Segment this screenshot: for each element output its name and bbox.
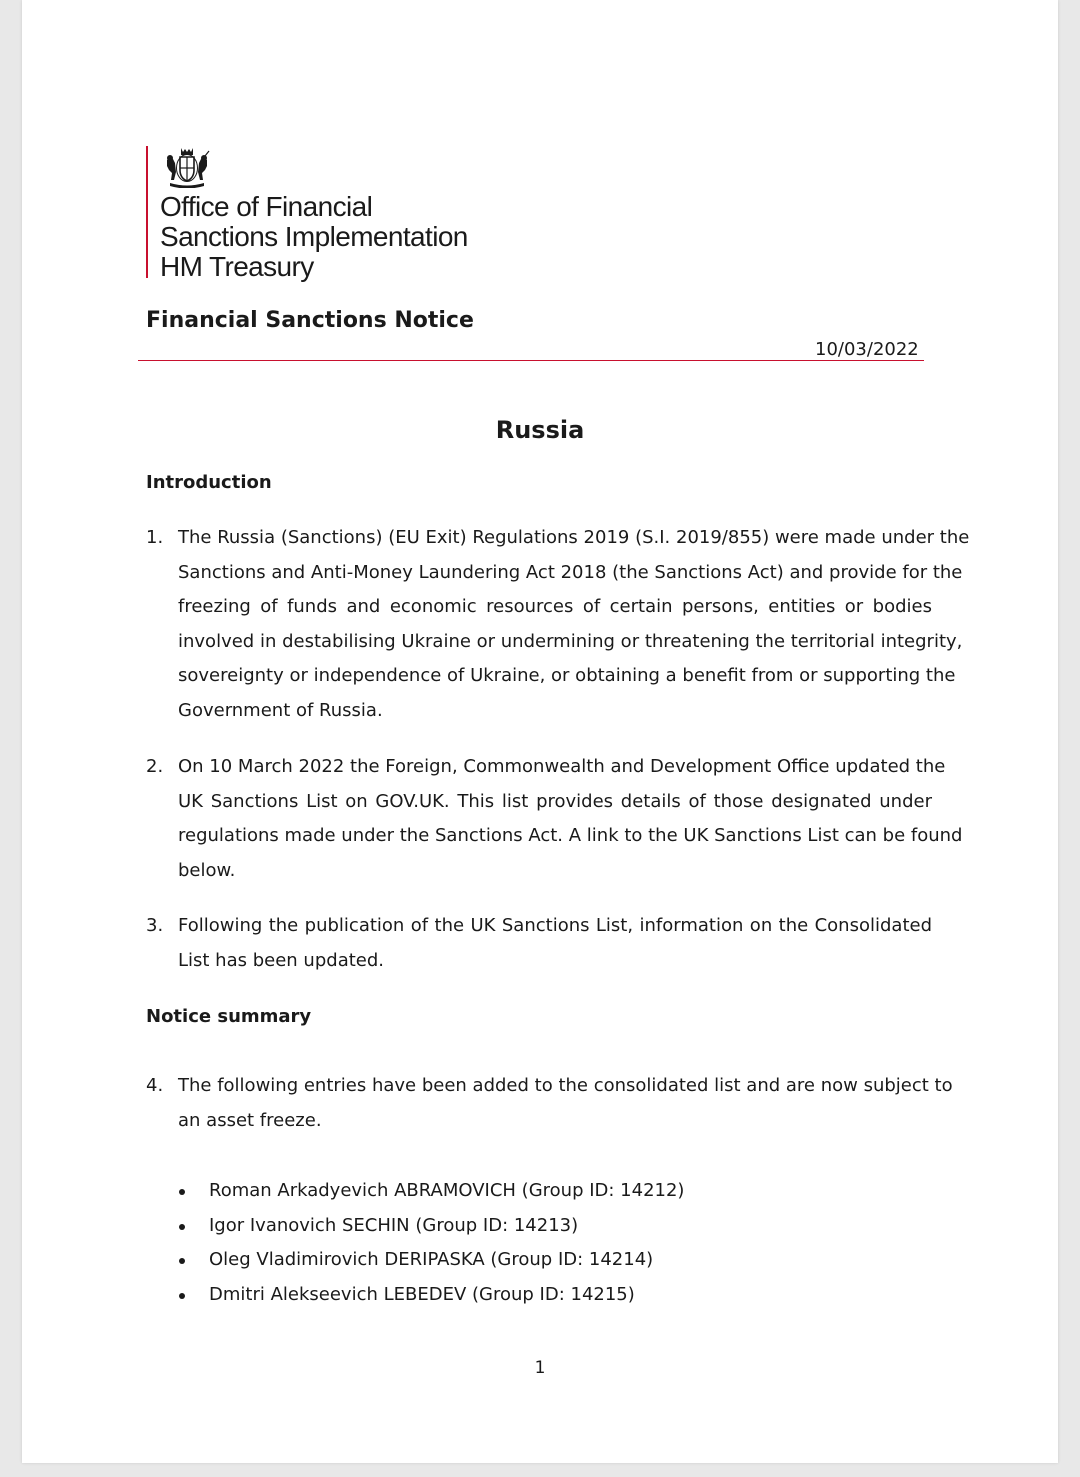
bullet-icon [179, 1293, 185, 1299]
bullet-icon [179, 1189, 185, 1195]
text-line: Sanctions and Anti-Money Laundering Act 2018 (the Sanctions Act) and provide for the [178, 561, 963, 583]
list-item [178, 1209, 684, 1244]
list-item [178, 1278, 684, 1313]
text-line: List has been updated. [178, 949, 384, 971]
bullet-icon [179, 1224, 185, 1230]
paragraph-text [178, 750, 963, 888]
text-line: below. [178, 859, 236, 881]
paragraph-number: 4. [146, 1075, 164, 1096]
text-line: On 10 March 2022 the Foreign, Commonwealth and Development Office updated the [178, 756, 946, 777]
hm-treasury-logo [146, 146, 468, 282]
document-title: Russia [495, 416, 585, 444]
paragraph-number: 2. [146, 756, 164, 777]
org-name-line-2: Sanctions Implementation [160, 221, 468, 252]
list-item [178, 1174, 684, 1209]
entry-text: Oleg Vladimirovich DERIPASKA (Group ID: 14214) [209, 1249, 654, 1271]
text-line: freezing of funds and economic resources of certain persons, entities or bodies [178, 596, 932, 618]
entry-text: Dmitri Alekseevich LEBEDEV (Group ID: 14215) [209, 1284, 635, 1306]
text-line: The following entries have been added to the consolidated list and are now subject to [178, 1075, 953, 1096]
paragraph-text [178, 521, 970, 729]
entry-text: Roman Arkadyevich ABRAMOVICH (Group ID: 14212) [209, 1180, 685, 1201]
header-divider [138, 360, 924, 361]
notice-summary-heading: Notice summary [146, 1006, 312, 1027]
paragraph-text [178, 909, 932, 978]
introduction-heading: Introduction [146, 472, 272, 493]
text-line: regulations made under the Sanctions Act. A link to the UK Sanctions List can be found [178, 825, 963, 847]
notice-title: Financial Sanctions Notice [146, 308, 474, 333]
paragraph-text [178, 1069, 953, 1138]
text-line: sovereignty or independence of Ukraine, or obtaining a benefit from or supporting the [178, 665, 956, 687]
paragraph-number: 1. [146, 527, 164, 548]
designated-entries-list [178, 1174, 684, 1313]
list-item [178, 1243, 684, 1278]
page-number: 1 [534, 1358, 546, 1378]
text-line: The Russia (Sanctions) (EU Exit) Regulations 2019 (S.I. 2019/855) were made under the [178, 527, 970, 548]
text-line: Government of Russia. [178, 699, 383, 721]
org-name [160, 192, 520, 282]
text-line: UK Sanctions List on GOV.UK. This list provides details of those designated under [178, 790, 932, 812]
text-line: an asset freeze. [178, 1109, 322, 1131]
org-name-line-3: HM Treasury [160, 251, 314, 282]
paragraph-number: 3. [146, 915, 164, 936]
entry-text: Igor Ivanovich SECHIN (Group ID: 14213) [209, 1214, 579, 1236]
notice-date: 10/03/2022 [815, 339, 919, 360]
bullet-icon [179, 1258, 185, 1264]
text-line: involved in destabilising Ukraine or undermining or threatening the territorial integrity, [178, 630, 963, 652]
royal-coat-of-arms-icon [164, 146, 210, 188]
text-line: Following the publication of the UK Sanctions List, information on the Consolidated [178, 915, 932, 936]
org-name-line-1: Office of Financial [160, 191, 373, 222]
